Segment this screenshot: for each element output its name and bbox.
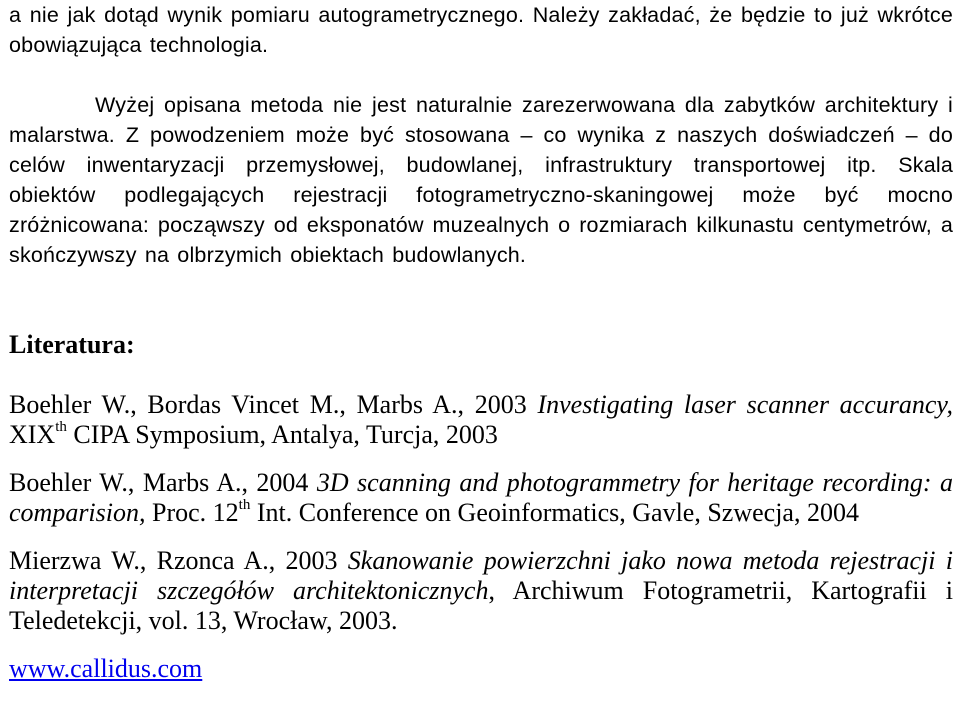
reference-authors: Boehler W., Marbs A., 2004	[9, 468, 317, 497]
spacer	[9, 300, 953, 330]
reference-item	[9, 468, 953, 528]
link-line	[9, 654, 953, 684]
reference-superscript: th	[238, 497, 251, 513]
reference-item	[9, 546, 953, 636]
spacer	[9, 528, 953, 546]
reference-details: Proc. 12	[145, 498, 239, 527]
reference-item	[9, 390, 953, 450]
intro-paragraph-2: Wyżej opisana metoda nie jest naturalnie zarezerwowana dla zabytków architektury i malarstwa. Z powodzeniem może być stosowana – co wynika z naszych doświadczeń – do celów inwentaryzacji przemysłowej, budowlanej, infrastruktury transportowej itp. Skala obiektów podlegających rejestracji fotogrametryczno-skaningowej może być mocno zróżnicowana: począwszy od eksponatów muzealnych o rozmiarach kilkunastu centymetrów, a skończywszy na olbrzymich obiektach budowlanych.	[9, 93, 953, 267]
reference-authors: Mierzwa W., Rzonca A., 2003	[9, 546, 348, 575]
spacer	[9, 270, 953, 300]
spacer	[9, 60, 953, 90]
reference-superscript: th	[55, 419, 67, 435]
document-page	[9, 0, 953, 684]
spacer	[9, 450, 953, 468]
reference-details: XIX	[9, 420, 56, 449]
spacer	[9, 360, 953, 390]
reference-details: , Archiwum Fotogrametrii, Kartografii i Teledetekcji, vol. 13, Wrocław, 2003.	[9, 576, 953, 635]
reference-authors: Boehler W., Bordas Vincet M., Marbs A., 2003	[9, 390, 538, 419]
reference-details-end: Int. Conference on Geoinformatics, Gavle, Szwecja, 2004	[250, 498, 859, 527]
reference-title: Skanowanie powierzchni jako nowa metoda rejestracji i interpretacji szczegółów architektonicznych	[9, 546, 954, 605]
intro-paragraph-1: a nie jak dotąd wynik pomiaru autogrametrycznego. Należy zakładać, że będzie to już wkrótce obowiązująca technologia.	[9, 3, 953, 57]
spacer	[9, 636, 953, 654]
callidus-link[interactable]: www.callidus.com	[9, 654, 203, 683]
literature-heading: Literatura:	[9, 330, 135, 359]
reference-title: Investigating laser scanner accurancy,	[537, 390, 953, 419]
reference-details-end: CIPA Symposium, Antalya, Turcja, 2003	[66, 420, 498, 449]
reference-title: 3D scanning and photogrammetry for heritage recording: a comparision,	[9, 468, 954, 527]
